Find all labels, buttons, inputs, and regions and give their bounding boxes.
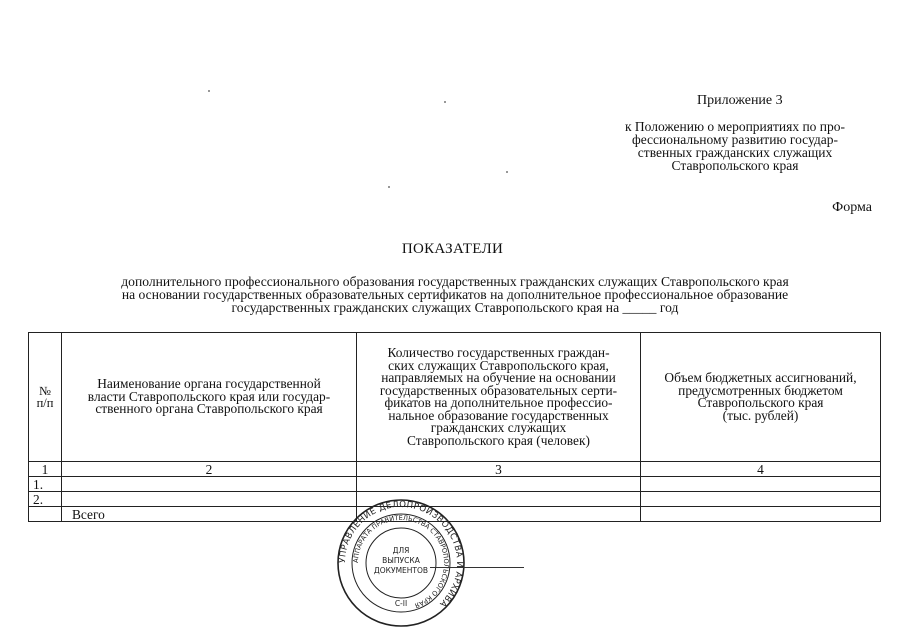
- header-cell-budget: Объем бюджетных ассигнований, предусмотренных бюджетом Ставропольского края (тыс. рублей): [641, 333, 881, 462]
- appendix-ref-line: ственных гражданских служащих: [637, 145, 833, 160]
- document-title: ПОКАЗАТЕЛИ: [401, 241, 504, 257]
- scan-speck: [388, 186, 390, 188]
- appendix-ref-line: фессиональному развитию государ-: [631, 132, 838, 147]
- table-cell: [641, 507, 881, 522]
- table-row: [29, 477, 881, 492]
- official-stamp: [336, 498, 466, 628]
- subtitle-line: дополнительного профессионального образования государственных гражданских служащих Ставропольского края: [121, 274, 789, 289]
- signature-line: [430, 567, 524, 568]
- header-cell-number: № п/п: [29, 333, 62, 462]
- table-cell: [641, 492, 881, 507]
- row-number: 1.: [29, 477, 62, 492]
- document-subtitle: [40, 275, 870, 314]
- header-cell-organ-name: Наименование органа государственной власти Ставропольского края или государ- ственного органа Ставропольского края: [62, 333, 357, 462]
- scan-speck: [208, 90, 210, 92]
- row-number: [29, 507, 62, 522]
- column-number: 4: [641, 462, 881, 477]
- table-cell: [357, 477, 641, 492]
- appendix-ref-line: к Положению о мероприятиях по про-: [624, 119, 846, 134]
- subtitle-line: государственных гражданских служащих Ставропольского края на _____ год: [231, 300, 679, 315]
- table-header-row: [29, 333, 881, 462]
- stamp-inner-text: АППАРАТА ПРАВИТЕЛЬСТВА СТАВРОПОЛЬСКОГО КРАЯ: [351, 513, 451, 610]
- table-cell: [62, 492, 357, 507]
- row-number: 2.: [29, 492, 62, 507]
- table-cell: [641, 477, 881, 492]
- column-number-row: [29, 462, 881, 477]
- scan-speck: [444, 101, 446, 103]
- column-number: 2: [62, 462, 357, 477]
- column-number: 1: [29, 462, 62, 477]
- stamp-center-line: ДЛЯ: [392, 546, 410, 555]
- table-cell: [62, 477, 357, 492]
- appendix-title: Приложение 3: [697, 93, 783, 108]
- column-number: 3: [357, 462, 641, 477]
- total-label: Всего: [62, 507, 357, 522]
- scan-speck: [506, 171, 508, 173]
- stamp-code: С-II: [394, 599, 408, 608]
- stamp-outer-text: УПРАВЛЕНИЕ ДЕЛОПРОИЗВОДСТВА И АРХИВА: [337, 499, 465, 609]
- subtitle-line: на основании государственных образовательных сертификатов на дополнительное профессиональное образование: [121, 287, 789, 302]
- stamp-center-line: ВЫПУСКА: [382, 556, 420, 565]
- appendix-reference: [590, 120, 880, 172]
- header-cell-employee-count: Количество государственных граждан- ских служащих Ставропольского края, направляемых на обучение на основании государственных образовательных серти- фикатов на дополнительное профессио- нальное образование государственных гражданских служащих Ставропольского края (человек): [357, 333, 641, 462]
- stamp-center-line: ДОКУМЕНТОВ: [373, 566, 429, 575]
- indicators-table: [28, 332, 881, 522]
- form-label: Форма: [832, 200, 872, 215]
- appendix-ref-line: Ставропольского края: [671, 158, 799, 173]
